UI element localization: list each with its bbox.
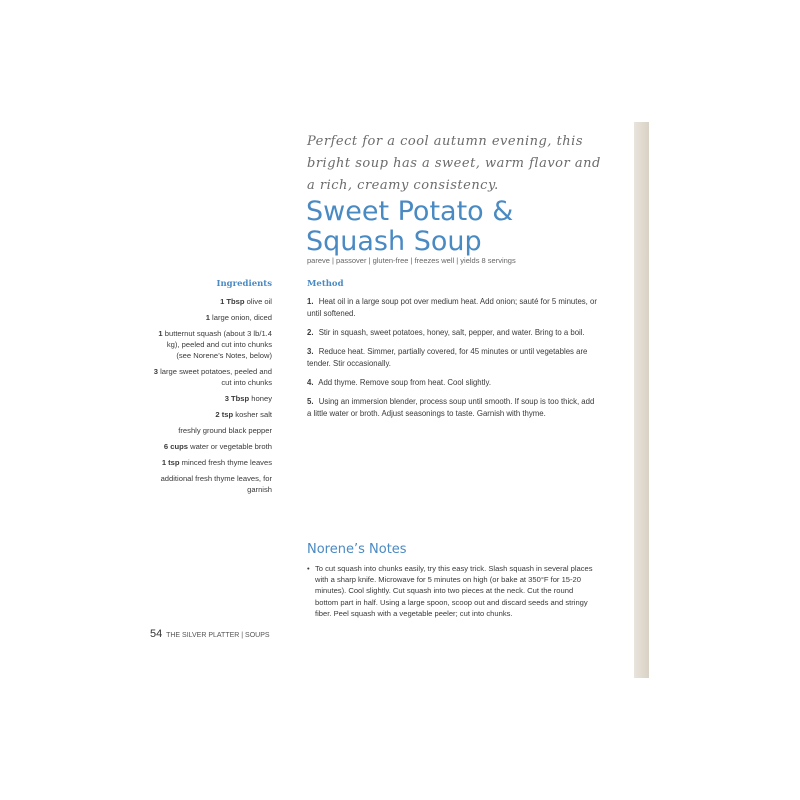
ingredient-text: kosher salt (235, 410, 272, 419)
method-step (307, 346, 597, 370)
step-text: Stir in squash, sweet potatoes, honey, salt, pepper, and water. Bring to a boil. (318, 328, 585, 337)
ingredient-qty: 6 cups (163, 442, 188, 451)
step-number: 4. (307, 378, 314, 387)
recipe-title (306, 197, 606, 257)
ingredient-qty: 1 (205, 313, 210, 322)
ingredient-item (152, 473, 272, 495)
notes-heading: Norene’s Notes (307, 542, 407, 557)
intro-text: Perfect for a cool autumn evening, this bright soup has a sweet, warm flavor and a rich, creamy consistency. (307, 134, 601, 193)
ingredient-item (152, 328, 272, 361)
ingredient-item (152, 312, 272, 323)
ingredient-text: large onion, diced (212, 313, 272, 322)
ingredient-item (152, 425, 272, 436)
step-number: 5. (307, 397, 314, 406)
ingredient-text: butternut squash (about 3 lb/1.4 kg), peeled and cut into chunks (see Norene’s Notes, below) (164, 329, 272, 360)
step-number: 3. (307, 347, 314, 356)
ingredient-qty: 1 Tbsp (220, 297, 245, 306)
recipe-title-line1: Sweet Potato & (306, 196, 514, 227)
ingredient-text: olive oil (246, 297, 272, 306)
page-edge-strip (634, 122, 649, 678)
ingredient-text: honey (251, 394, 272, 403)
ingredient-item (152, 296, 272, 307)
ingredient-qty: 2 tsp (215, 410, 234, 419)
method-step (307, 377, 597, 389)
ingredient-qty: 3 (153, 367, 158, 376)
running-head: THE SILVER PLATTER | SOUPS (166, 632, 270, 639)
method-step (307, 396, 597, 420)
ingredient-item (152, 441, 272, 452)
step-text: Add thyme. Remove soup from heat. Cool slightly. (318, 378, 492, 387)
ingredient-text: additional fresh thyme leaves, for garnish (160, 474, 272, 494)
ingredient-qty: 1 (158, 329, 163, 338)
method-steps (307, 296, 597, 427)
step-number: 2. (307, 328, 314, 337)
method-heading: Method (307, 279, 344, 289)
step-text: Using an immersion blender, process soup until smooth. If soup is too thick, add a little water or broth. Adjust seasonings to taste. Garnish with thyme. (307, 397, 595, 418)
ingredient-text: freshly ground black pepper (178, 426, 272, 435)
ingredient-item (152, 393, 272, 404)
notes-list (307, 563, 593, 619)
ingredients-heading: Ingredients (216, 279, 272, 289)
ingredient-text: water or vegetable broth (190, 442, 272, 451)
ingredient-item (152, 366, 272, 388)
step-number: 1. (307, 297, 314, 306)
method-step (307, 327, 597, 339)
step-text: Heat oil in a large soup pot over medium heat. Add onion; sauté for 5 minutes, or until softened. (307, 297, 597, 318)
method-step (307, 296, 597, 320)
ingredient-qty: 1 tsp (161, 458, 180, 467)
recipe-title-line2: Squash Soup (306, 226, 482, 257)
note-item: • To cut squash into chunks easily, try this easy trick. Slash squash in several places with a sharp knife. Microwave for 5 minutes on high (or bake at 350°F for 15-20 minutes). Cool slightly. Cut squash into two pieces at the neck. Cut the round bottom part in half. Using a large spoon, scoop out and discard seeds and stringy fiber. Peel squash with a vegetable peeler; cut into chunks. (307, 563, 593, 619)
ingredient-text: minced fresh thyme leaves (181, 458, 272, 467)
ingredients-list (152, 296, 272, 500)
ingredient-text: large sweet potatoes, peeled and cut into chunks (160, 367, 272, 387)
recipe-tags: pareve | passover | gluten-free | freezes well | yields 8 servings (307, 256, 516, 265)
step-text: Reduce heat. Simmer, partially covered, for 45 minutes or until vegetables are tender. Stir occasionally. (307, 347, 588, 368)
page-number: 54 (150, 628, 163, 640)
ingredient-qty: 3 Tbsp (224, 394, 250, 403)
page-footer (150, 628, 270, 640)
ingredient-item (152, 409, 272, 420)
ingredient-item (152, 457, 272, 468)
